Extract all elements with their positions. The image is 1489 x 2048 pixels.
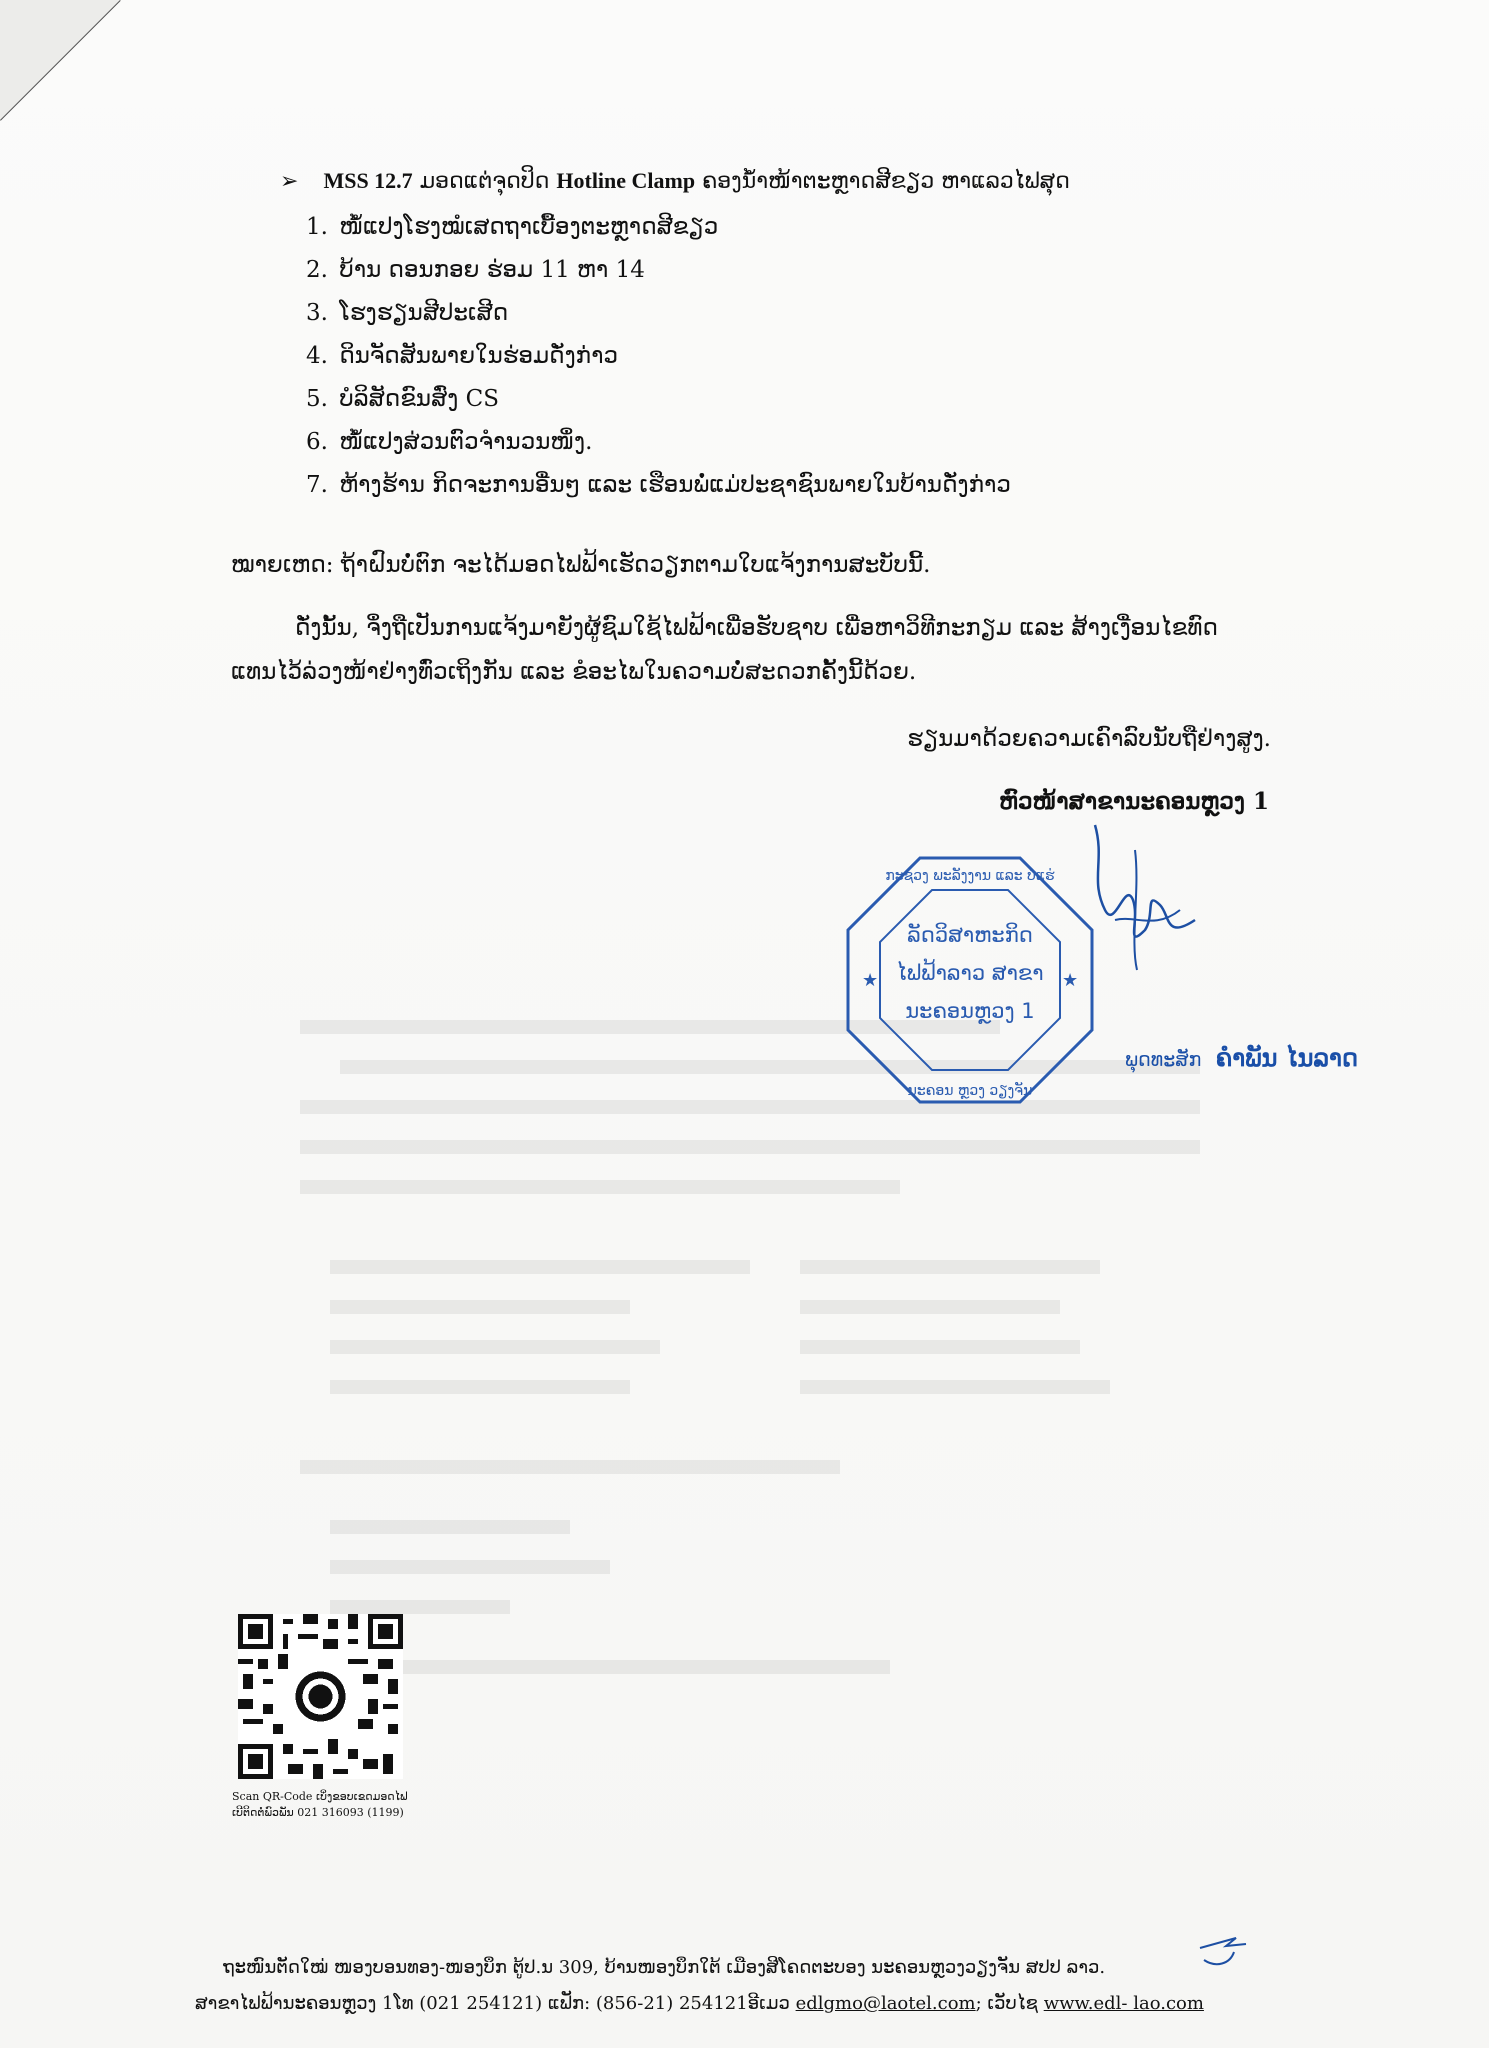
arrow-bullet-icon: ➢ [280, 169, 299, 194]
signer-prefix: ພຸດທະສັກ [1125, 1049, 1202, 1071]
list-item: 1. ໜໍ້ແປງໂຮງໝໍເສດຖາເບື້ອງຕະຫຼາດສີຂຽວ [306, 214, 719, 240]
footer-contacts-text: ສາຂາໄຟຟ້ານະຄອນຫຼວງ 1ໂທ (021 254121) ແຟັກ: (856-21) 254121ອີເມວ [195, 1993, 790, 2014]
body-paragraph [231, 606, 1271, 694]
list-item: 4. ດິນຈັດສັນພາຍໃນຮ່ອມດັ່ງກ່າວ [306, 343, 619, 369]
section-heading [280, 168, 1070, 194]
footer-email-link[interactable]: edlgmo@laotel.com [795, 1993, 976, 2014]
affected-area-list [306, 206, 1011, 507]
stamp-top-text: ກະຊວງ ພະລັງງານ ແລະ ບໍ່ແຮ່ [885, 868, 1055, 884]
qr-caption-line-1: Scan QR-Code ເບິ່ງຂອບເຂດມອດໄຟ [232, 1790, 408, 1803]
list-item: 2. ບ້ານ ດອນກອຍ ຮ່ອມ 11 ຫາ 14 [306, 257, 645, 283]
heading-text-after: ຄອງນ້ຳໜ້າຕະຫຼາດສີຂຽວ ຫາແລວໄຟສຸດ [702, 169, 1070, 194]
signer-fullname: ຄຳພັນ ໄນລາດ [1215, 1043, 1358, 1072]
stamp-bottom-text: ນະຄອນ ຫຼວງ ວຽງຈັນ [907, 1083, 1033, 1099]
footer-contacts [195, 1986, 1295, 2022]
list-item: 3. ໂຮງຮຽນສີປະເສີດ [306, 300, 509, 326]
folded-corner-mark [0, 0, 130, 130]
closing-line: ຮຽນມາດ້ວຍຄວາມເຄົາລົບນັບຖືຢ່າງສູງ. [907, 726, 1271, 752]
stamp-line-1: ລັດວິສາຫະກິດ [907, 923, 1033, 947]
note-text: ໝາຍເຫດ: ຖ້າຝົນບໍ່ຕົກ ຈະໄດ້ມອດໄຟຟ້າເຮັດວຽກຕາມໃບແຈ້ງການສະບັບນີ້. [231, 552, 931, 578]
stamp-star-left-icon: ★ [862, 970, 879, 991]
qr-caption [232, 1789, 408, 1821]
heading-text-before: ມອດແຕ່ຈຸດປິດ [419, 169, 550, 194]
qr-block [232, 1614, 408, 1821]
list-item: 5. ບໍລິສັດຂົນສົ່ງ CS [306, 386, 499, 412]
paragraph-line-2: ແທນໄວ້ລ່ວງໜ້າຢ່າງທົ່ວເຖິງກັນ ແລະ ຂໍອະໄພໃນຄວາມບໍ່ສະດວກຄັ້ງນີ້ດ້ວຍ. [231, 659, 917, 685]
qr-caption-line-2: ເບີຕິດຕໍ່ພົວພັນ 021 316093 (1199) [232, 1806, 404, 1819]
show-through-background [300, 1000, 1280, 1700]
heading-hotline: Hotline Clamp [556, 168, 696, 193]
handwritten-signature [1085, 820, 1205, 980]
paragraph-line-1: ດັ່ງນັ້ນ, ຈຶ່ງຖືເປັນການແຈ້ງມາຍັງຜູ້ຊົມໃຊ້ໄຟຟ້າເພື່ອຮັບຊາບ ເພື່ອຫາວິທີກະກຽມ ແລະ ສ້າງເງື່ອນໄຂທົດ [295, 615, 1218, 641]
official-stamp [840, 850, 1100, 1110]
handwritten-initial-mark [1196, 1934, 1252, 1974]
list-item: 6. ໜໍ້ແປງສ່ວນຕົວຈຳນວນໜຶ່ງ. [306, 429, 593, 455]
footer-website-link[interactable]: www.edl- lao.com [1043, 1993, 1204, 2014]
signer-name [1125, 1043, 1358, 1072]
stamp-line-3: ນະຄອນຫຼວງ 1 [905, 999, 1035, 1023]
stamp-line-2: ໄຟຟ້າລາວ ສາຂາ [896, 961, 1044, 985]
footer-web-prefix: ; ເວັບໄຊ [975, 1993, 1038, 2014]
qr-code-icon[interactable] [238, 1614, 403, 1779]
signatory-title: ຫົວໜ້າສາຂານະຄອນຫຼວງ 1 [999, 788, 1269, 815]
list-item: 7. ຫ້າງຮ້ານ ກິດຈະການອື່ນໆ ແລະ ເຮືອນພໍ່ແມ່ປະຊາຊົນພາຍໃນບ້ານດັ່ງກ່າວ [306, 472, 1011, 498]
footer-address: ຖະໜົນຕັດໃໝ່ ໜອງບອນທອງ-ໜອງບຶກ ຕູ້ປ.ນ 309, ບ້ານໜອງບຶກໃຕ້ ເມືອງສີໂຄດຕະບອງ ນະຄອນຫຼວງວຽງຈັນ ສປປ ລາວ. [223, 1957, 1106, 1978]
stamp-star-right-icon: ★ [1062, 970, 1079, 991]
heading-code: MSS 12.7 [323, 168, 413, 193]
footer [195, 1950, 1295, 2022]
